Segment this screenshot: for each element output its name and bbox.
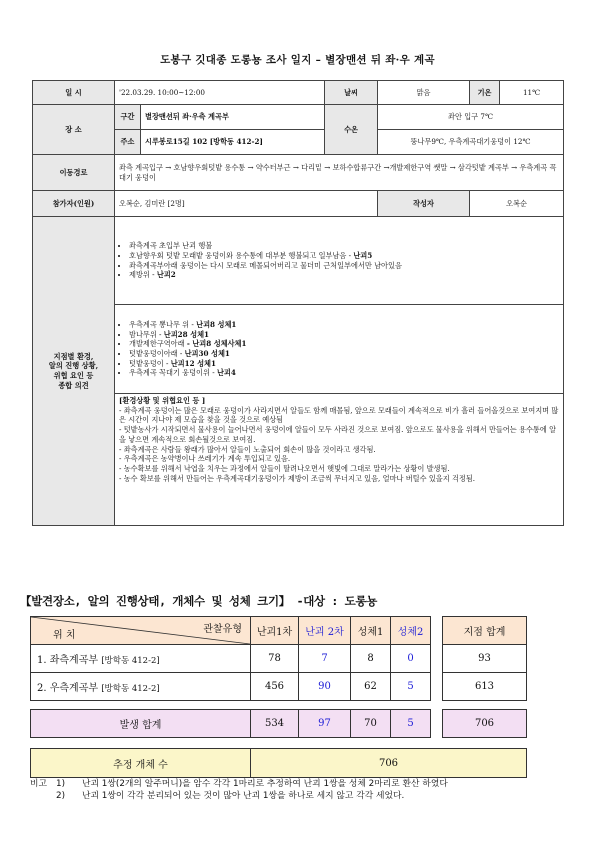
table-cell: 78 [251, 645, 299, 673]
finding-item [129, 320, 559, 330]
observation-label-line: 알의 진행 상황, [48, 361, 99, 371]
section-label: 구간 [115, 105, 141, 130]
footnote-number: 2) [56, 790, 66, 801]
water-temp-value-1: 좌안 입구 7℃ [378, 105, 564, 130]
date-value: '22.03.29. 10:00~12:00 [115, 81, 325, 105]
observation-label [33, 217, 115, 526]
finding-text: 호남향우회 텃밭 모래밭 웅덩이와 용수통에 대부분 행불되고 일부남음 - [129, 250, 354, 260]
right-valley-findings [115, 305, 564, 394]
threat-notes [115, 394, 564, 526]
finding-text: 개발제한구역아래 [129, 339, 187, 349]
writer-label: 작성자 [378, 191, 470, 217]
weather-label: 날씨 [325, 81, 378, 105]
location-address: [방학동 412-2] [101, 656, 160, 666]
address-value: 시루봉로15길 102 [방학동 412-2] [141, 130, 325, 155]
table-cell: 90 [299, 673, 351, 701]
footnote-line: 난괴 1쌍(2개의 알주머니)을 암수 각각 1마리로 추정하여 난괴 1쌍을 성체 2마리로 환산 하였다 [82, 779, 448, 789]
header-diagonal-cell [31, 617, 251, 645]
table-cell: 8 [351, 645, 391, 673]
finding-text: 좌측계곡 초입부 난괴 행불 [129, 241, 213, 251]
page-title: 도봉구 깃대종 도롱뇽 조사 일지 – 별장맨션 뒤 좌·우 계곡 [160, 54, 435, 66]
finding-count: 난괴12 성체1 [170, 358, 216, 368]
estimate-label: 추정 개체 수 [31, 749, 251, 778]
date-label: 일 시 [33, 81, 115, 105]
route-value: 좌측 계곡입구 → 호남향우회텃밭 용수통 → 약수터부근 → 다리밑 → 보하수합류구간 →개발제한구역 쌧말 → 삼각텃밭 계곡부 → 우측계곡 꼭대기 웅덩이 [115, 155, 564, 191]
col-egg-2: 난괴 2차 [299, 617, 351, 645]
finding-text: 제방위 - [129, 270, 157, 280]
table-cell: 5 [391, 673, 431, 701]
footnote-label: 비고 [30, 779, 47, 789]
threat-line: - 텃밭농사가 시작되면서 물사용이 늘어나면서 웅덩이에 알들이 모두 사라진 것으로 보여짐. 앞으로도 물사용을 위해서 만들어는 용수통에 알을 낳으면 계속적으로 회손될것으로 보여짐. [119, 425, 557, 444]
temp-label: 기온 [470, 81, 500, 105]
finding-count: - 난괴8 성체사체1 [186, 339, 247, 349]
estimate-value: 706 [251, 749, 527, 778]
section-value: 별장맨션뒤 좌·우측 계곡부 [141, 105, 325, 130]
finding-item [129, 349, 559, 359]
sum-label: 발생 합계 [31, 710, 251, 738]
sum-cell: 97 [299, 710, 351, 738]
estimate-table [30, 748, 527, 778]
results-section-title: 【발견장소, 알의 진행상태, 개체수 및 성체 크기】 -대상 : 도롱뇽 [20, 594, 378, 608]
threat-line: - 좌측계곡 웅덩이는 많은 모래로 웅덩이가 사라지면서 알들도 함께 매몰됨, 앞으로 모래들이 계속적으로 비가 흘러 들어올것으로 보여지며 많은 시간이 지나야 제 모습을 찾을 것을 것으로 예상됨 [119, 405, 559, 425]
observation-label-line: 지점별 환경, [53, 351, 94, 361]
water-temp-label: 수온 [325, 105, 378, 155]
results-table [30, 616, 527, 738]
finding-count: 난괴30 성체1 [184, 349, 230, 358]
table-cell: 7 [299, 645, 351, 673]
finding-count: 난괴2 [156, 270, 176, 280]
place-label: 장 소 [33, 105, 115, 155]
finding-count: 난괴4 [216, 368, 236, 378]
location-name: 2. 우측계곡부 [37, 683, 99, 694]
finding-count: 난괴8 성체1 [196, 319, 237, 329]
col-adult-2: 성체2 [391, 617, 431, 645]
finding-text: 텃밭웅덩이 - [129, 358, 171, 368]
finding-text: 좌측계곡부아래 웅덩이는 다시 모래로 메몰되어버리고 물더미 근처일부에서만 남아있음 [129, 260, 402, 270]
finding-item [129, 330, 559, 340]
finding-item [129, 339, 559, 349]
finding-count: 난괴28 성체1 [163, 329, 210, 339]
threat-title: [환경상황 및 위협요인 등 ] [119, 396, 206, 405]
finding-text: 우측계곡 꼭대기 웅덩이위 - [129, 368, 217, 378]
finding-item [129, 359, 559, 369]
participants-value: 오복순, 김미란 [2명] [115, 191, 378, 217]
address-label: 주소 [115, 130, 141, 155]
col-adult-1: 성체1 [351, 617, 391, 645]
threat-line: - 농수 확보를 위해서 만들어는 우측계곡대기웅덩이가 제방이 조금씩 무너지고 있음, 얼마나 버틸수 있을지 걱정됨. [119, 473, 476, 483]
finding-item [129, 270, 559, 280]
participants-label: 참가자(인원) [33, 191, 115, 217]
left-valley-findings [115, 217, 564, 305]
site-total-cell: 93 [443, 645, 527, 673]
threat-line: - 농수확보를 위해서 낙엽을 치우는 과정에서 알들이 딸려나오면서 햇빛에 그대로 말라가는 상황이 발생됨. [119, 464, 450, 474]
finding-item [129, 368, 559, 378]
threat-line: - 좌측계곡은 사람들 왕래가 많아서 알들이 노출되어 회손이 많을 것이라고 생각됨. [119, 444, 376, 454]
survey-log-table [32, 80, 564, 526]
finding-item [129, 261, 559, 271]
header-observation-type: 관찰유형 [203, 624, 242, 635]
grand-total-cell: 706 [443, 710, 527, 738]
sum-cell: 534 [251, 710, 299, 738]
writer-value: 오복순 [470, 191, 564, 217]
col-egg-1: 난괴1차 [251, 617, 299, 645]
threat-line: - 우측계곡은 농약병이나 쓰레기가 계속 투입되고 있음. [119, 454, 291, 464]
col-site-total: 지점 합계 [443, 617, 527, 645]
site-total-cell: 613 [443, 673, 527, 701]
weather-value: 맑음 [378, 81, 470, 105]
footnote-number: 1) [56, 779, 66, 789]
sum-cell: 70 [351, 710, 391, 738]
header-location: 위 치 [53, 630, 76, 641]
finding-text: 밤나무위 - [129, 329, 164, 339]
finding-text: 우측계곡 뽕나무 위 - [129, 319, 197, 329]
table-cell: 0 [391, 645, 431, 673]
location-address: [방학동 412-2] [101, 684, 160, 694]
observation-label-line: 종합 의견 [58, 380, 89, 390]
table-cell: 62 [351, 673, 391, 701]
finding-item [129, 251, 559, 261]
table-row-location [31, 645, 251, 673]
finding-item [129, 241, 559, 251]
observation-label-line: 위협 요인 등 [53, 371, 94, 380]
footnote-line: 난괴 1쌍이 각각 분리되어 있는 것이 많아 난괴 1쌍을 하나로 세지 않고 각각 세었다. [82, 790, 405, 801]
sum-cell: 5 [391, 710, 431, 738]
location-name: 1. 좌측계곡부 [37, 655, 99, 666]
route-label: 이동경로 [33, 155, 115, 191]
temp-value: 11℃ [500, 81, 564, 105]
finding-count: 난괴5 [353, 250, 373, 260]
water-temp-value-2: 뚱나무9℃, 우측계곡대기웅덩이 12℃ [378, 130, 564, 155]
finding-text: 텃밭웅덩이아래 - [129, 349, 185, 358]
table-row-location [31, 673, 251, 701]
footnotes [30, 779, 448, 803]
table-cell: 456 [251, 673, 299, 701]
